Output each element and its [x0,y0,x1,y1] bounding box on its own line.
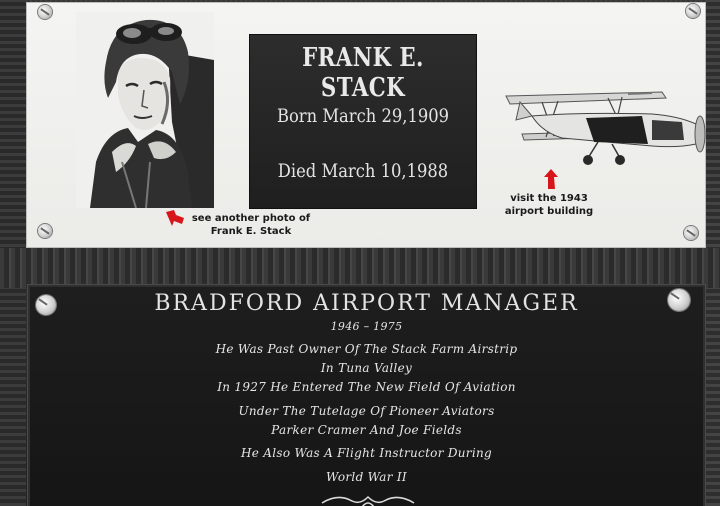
death-date: Died March 10,1988 [277,160,449,182]
honoree-name: FRANK E. STACK [302,43,424,103]
inscription-line: He Also Was A Flight Instructor During [241,446,492,460]
airport-building-link-line1: visit the 1943 [510,193,588,204]
another-photo-link-line2: Frank E. Stack [210,226,292,237]
aviator-portrait-engraving [76,12,214,208]
airport-building-link[interactable] [494,192,604,218]
inscription-line: World War II [326,470,407,484]
birth-date: Born March 29,1909 [276,105,450,127]
another-photo-link-line1: see another photo of [191,213,311,224]
inscription-line: In Tuna Valley [320,361,413,375]
service-years: 1946 – 1975 [330,320,403,333]
wood-frame-middle [0,248,720,288]
inscription-line: Under The Tutelage Of Pioneer Aviators [238,404,495,418]
screw-icon [38,224,52,238]
screw-icon [684,226,698,240]
another-photo-link[interactable] [186,212,316,238]
screw-icon [686,4,700,18]
biplane-engraving [502,88,716,168]
inscription-line: He Was Past Owner Of The Stack Farm Airstrip [215,342,518,356]
memorial-plaque-top [26,2,706,248]
red-arrow-icon [540,167,562,191]
memorial-plaque-bottom [28,285,705,506]
name-panel [250,35,476,208]
inscription-line: Parker Cramer And Joe Fields [271,423,462,437]
plaque-title: BRADFORD AIRPORT MANAGER [154,291,579,316]
ornament-icon [318,491,418,506]
airport-building-link-line2: airport building [504,206,594,217]
screw-icon [38,5,52,19]
inscription-line: In 1927 He Entered The New Field Of Aviation [217,380,516,394]
red-arrow-icon [162,206,186,228]
